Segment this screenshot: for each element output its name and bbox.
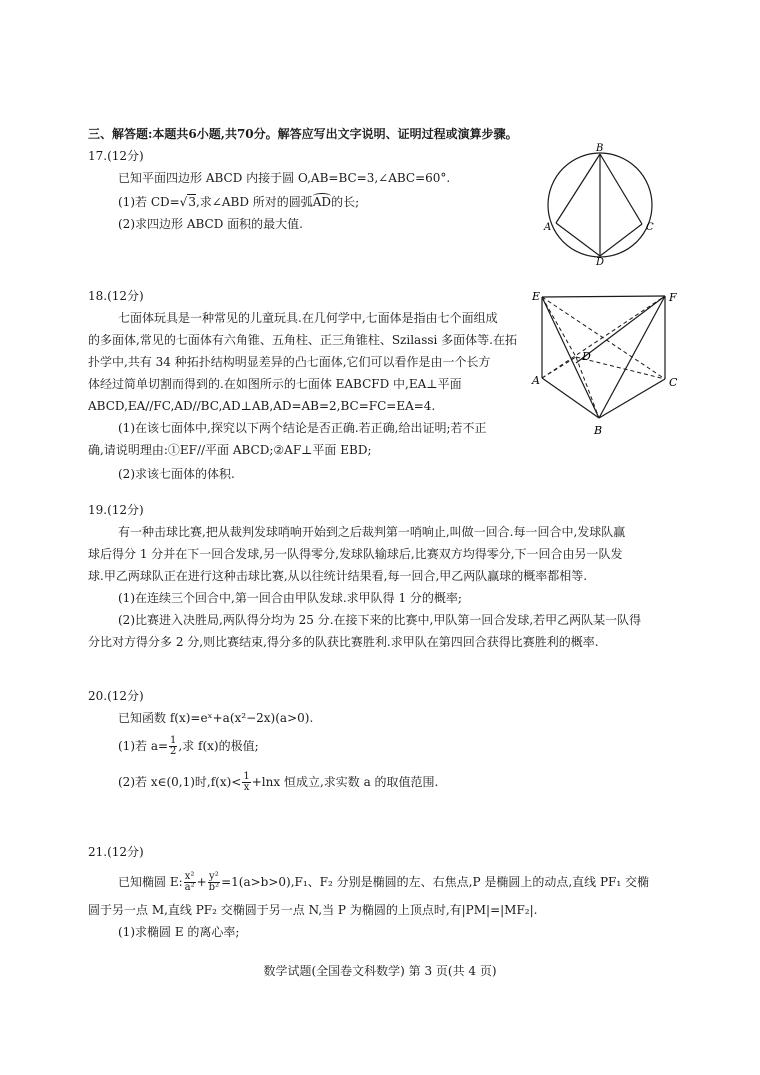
- q20-part2: [118, 772, 438, 793]
- q17-sqrt-value: 3: [188, 195, 196, 209]
- q20-stem: 已知函数 f(x)=eˣ+a(x²−2x)(a>0).: [118, 711, 314, 725]
- plus-sign: +: [196, 875, 207, 889]
- label-f: F: [669, 291, 677, 304]
- q17-part2: (2)求四边形 ABCD 面积的最大值.: [118, 217, 303, 231]
- fraction-numerator: x²: [184, 871, 195, 882]
- q18-line4: 体经过简单切割而得到的.在如图所示的七面体 EABCFD 中,EA⊥平面: [88, 377, 462, 391]
- fraction-denominator: b²: [208, 882, 220, 893]
- q17-part1-text-b: ,求∠ABD 所对的圆弧: [195, 195, 313, 209]
- q19-line3: 球.甲乙两球队正在进行这种击球比赛,从以往统计结果看,每一回合,甲乙两队赢球的概率都相等.: [88, 569, 588, 583]
- fraction-numerator: y²: [209, 871, 219, 882]
- page-footer: 数学试题(全国卷文科数学) 第 3 页(共 4 页): [263, 964, 497, 978]
- q17-part1: [118, 196, 359, 209]
- segment-cd: [600, 224, 642, 256]
- label-b: B: [596, 143, 604, 154]
- q20-part1-text-b: ,求 f(x)的极值;: [178, 739, 259, 753]
- label-d: D: [582, 350, 591, 363]
- edge-ef: [542, 296, 665, 297]
- label-e: E: [532, 290, 541, 303]
- q18-line6: (1)在该七面体中,探究以下两个结论是否正确.若正确,给出证明;若不正: [118, 421, 487, 435]
- fraction-numerator: 1: [243, 771, 250, 782]
- q18-number: 18.(12分): [88, 289, 144, 303]
- label-a: A: [532, 374, 540, 387]
- label-a: A: [544, 222, 552, 233]
- section-header: 三、解答题:本题共6小题,共70分。解答应写出文字说明、证明过程或演算步骤。: [88, 127, 518, 141]
- segment-ad: [556, 223, 600, 256]
- q21-fraction-y: [208, 872, 220, 893]
- q17-arc-label: AD: [312, 195, 332, 209]
- q18-line7: 确,请说明理由:①EF//平面 ABCD;②AF⊥平面 EBD;: [88, 443, 372, 457]
- fraction-denominator: a²: [184, 882, 195, 893]
- edge-ab: [542, 378, 599, 418]
- fraction-denominator: 2: [170, 746, 177, 757]
- fraction-denominator: x: [243, 782, 250, 793]
- q19-line1: 有一种击球比赛,把从裁判发球哨响开始到之后裁判第一哨响止,叫做一回合.每一回合中,发球队赢: [118, 525, 626, 539]
- q20-part1-text-a: (1)若 a=: [118, 739, 169, 753]
- q20-part1: [118, 736, 259, 757]
- sqrt-symbol: √: [179, 195, 188, 209]
- q18-line1: 七面体玩具是一种常见的儿童玩具.在几何学中,七面体是指由七个面组成: [118, 311, 498, 325]
- q21-number: 21.(12分): [88, 845, 144, 859]
- q21-fraction-x: [184, 872, 196, 893]
- q20-fraction-half: [169, 736, 177, 757]
- edge-ed: [542, 297, 576, 357]
- q19-line2: 球后得分 1 分并在下一回合发球,另一队得零分,发球队输球后,比赛双方均得零分,下一回合由另一队发: [88, 547, 623, 561]
- q17-stem: 已知平面四边形 ABCD 内接于圆 O,AB=BC=3,∠ABC=60°.: [118, 171, 451, 185]
- q18-line3: 扑学中,共有 34 种拓扑结构明显差异的凸七面体,它们可以看作是由一个长方: [88, 355, 491, 369]
- q20-number: 20.(12分): [88, 689, 144, 703]
- segment-bc: [600, 154, 642, 224]
- q21-line1-text-a: 已知椭圆 E:: [118, 875, 183, 889]
- label-d: D: [596, 257, 605, 265]
- label-c: C: [646, 222, 654, 233]
- q20-fraction-one-over-x: [242, 772, 250, 793]
- q21-line3: (1)求椭圆 E 的离心率;: [118, 925, 240, 939]
- q21-line1: [118, 872, 649, 893]
- q19-line5: (2)比赛进入决胜局,两队得分均为 25 分.在接下来的比赛中,甲队第一回合发球,若甲乙两队某一队得: [118, 613, 642, 627]
- fraction-numerator: 1: [170, 735, 177, 746]
- q19-line6: 分比对方得分多 2 分,则比赛结束,得分多的队获比赛胜利.求甲队在第四回合获得比赛胜利的概率.: [88, 635, 599, 649]
- q18-line8: (2)求该七面体的体积.: [118, 467, 235, 481]
- segment-ab: [556, 154, 600, 223]
- edge-db: [576, 357, 599, 418]
- q18-heptahedron-figure: [530, 285, 690, 440]
- q21-line2: 圆于另一点 M,直线 PF₂ 交椭圆于另一点 N,当 P 为椭圆的上顶点时,有|PM|=|MF₂|.: [88, 903, 538, 917]
- q17-part1-text-a: (1)若 CD=: [118, 195, 180, 209]
- q19-number: 19.(12分): [88, 503, 144, 517]
- q21-line1-text-b: =1(a>b>0),F₁、F₂ 分别是椭圆的左、右焦点,P 是椭圆上的动点,直线 PF₁ 交椭: [221, 875, 649, 889]
- edge-ad: [542, 357, 576, 378]
- label-b: B: [594, 424, 603, 437]
- q19-line4: (1)在连续三个回合中,第一回合由甲队发球.求甲队得 1 分的概率;: [118, 591, 462, 605]
- q17-number: 17.(12分): [88, 149, 144, 163]
- q18-line2: 的多面体,常见的七面体有六角锥、五角柱、正三角锥柱、Szilassi 多面体等.在拓: [88, 333, 517, 347]
- q20-part2-text-b: +lnx 恒成立,求实数 a 的取值范围.: [251, 775, 439, 789]
- q17-part1-text-c: 的长;: [331, 195, 360, 209]
- q20-part2-text-a: (2)若 x∈(0,1)时,f(x)<: [118, 775, 242, 789]
- q18-line5: ABCD,EA//FC,AD//BC,AD⊥AB,AD=AB=2,BC=FC=EA=4.: [88, 399, 436, 413]
- label-c: C: [669, 376, 678, 389]
- q17-circle-figure: [540, 140, 680, 265]
